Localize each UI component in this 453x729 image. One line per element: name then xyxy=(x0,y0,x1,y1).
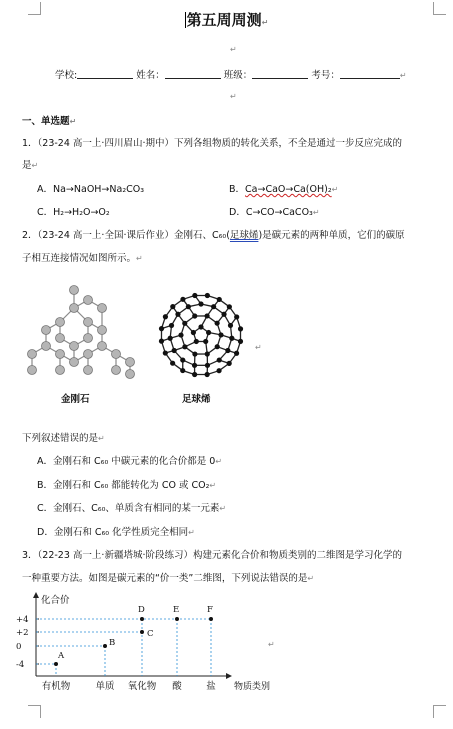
data-point-b xyxy=(103,644,107,648)
fullerene-atom xyxy=(192,372,197,377)
fullerene-atom xyxy=(194,339,199,344)
q2-option-c[interactable]: C．金刚石、C₆₀、单质含有相同的某一元素↵ xyxy=(37,503,227,514)
fullerene-atom xyxy=(218,332,223,337)
diamond-label: 金刚石 xyxy=(61,394,90,405)
q1-option-c[interactable]: C．H₂→H₂O→O₂ xyxy=(37,207,110,218)
x-tick-label: 氧化物 xyxy=(127,681,157,692)
fullerene-atom xyxy=(211,304,216,309)
fullerene-atom xyxy=(205,363,210,368)
q1-option-b[interactable]: B．Ca→CaO→Ca(OH)₂↵ xyxy=(229,184,339,195)
fullerene-atom xyxy=(170,361,175,366)
fullerene-atom xyxy=(229,336,234,341)
data-point-f xyxy=(209,617,213,621)
q3-stem-line1[interactable]: 3．（22-23 高一上·新疆塔城·阶段练习）构建元素化合价和物质类别的二维图是学习化学的 xyxy=(22,550,402,561)
fullerene-atom xyxy=(215,344,220,349)
fullerene-atom xyxy=(216,368,221,373)
fullerene-atom xyxy=(205,293,210,298)
fullerene-atom xyxy=(206,330,211,335)
fullerene-atom xyxy=(205,351,210,356)
document-title[interactable]: 第五周周测↵ xyxy=(186,11,269,29)
fullerene-atom xyxy=(186,304,191,309)
q2-question[interactable]: 下列叙述错误的是↵ xyxy=(22,433,105,444)
data-point-label: F xyxy=(207,605,213,615)
name-blank[interactable] xyxy=(165,68,221,79)
fullerene-atom xyxy=(192,313,197,318)
fullerene-atom xyxy=(180,297,185,302)
y-axis-arrow xyxy=(33,592,39,598)
fullerene-atom xyxy=(217,357,222,362)
diamond-structure-figure xyxy=(22,280,144,384)
fullerene-atom xyxy=(163,350,168,355)
x-tick-label: 酸 xyxy=(172,681,182,692)
fullerene-atom xyxy=(175,312,180,317)
fullerene-atom xyxy=(227,304,232,309)
exam-no-blank[interactable] xyxy=(340,68,400,79)
fullerene-atom xyxy=(234,314,239,319)
fullerene-atom xyxy=(168,336,173,341)
fullerene-atom xyxy=(225,348,230,353)
section-heading: 一、单选题↵ xyxy=(22,116,77,127)
q2-stem-line2[interactable]: 子相互连接情况如图所示。↵ xyxy=(22,253,143,264)
data-point-label: B xyxy=(109,638,116,648)
q1-option-d[interactable]: D．C→CO→CaCO₃↵ xyxy=(229,207,320,218)
paragraph-mark: ↵ xyxy=(255,343,262,352)
x-tick-label: 单质 xyxy=(95,681,115,692)
fullerene-atom xyxy=(191,330,196,335)
fullerene-atom xyxy=(238,339,243,344)
q2-option-b[interactable]: B．金刚石和 C₆₀ 都能转化为 CO 或 CO₂↵ xyxy=(37,480,217,491)
y-axis-label: 化合价 xyxy=(41,595,70,606)
fullerene-atom xyxy=(182,344,187,349)
fullerene-atom xyxy=(192,363,197,368)
x-axis-arrow xyxy=(226,673,232,679)
fullerene-atom xyxy=(205,372,210,377)
fullerene-atom xyxy=(178,332,183,337)
y-tick-label: +4 xyxy=(16,615,29,625)
fullerene-atom xyxy=(170,304,175,309)
fullerene-cage xyxy=(159,293,243,377)
fullerene-atom xyxy=(215,321,220,326)
fullerene-atom xyxy=(205,313,210,318)
crop-mark-bottom-left xyxy=(28,705,41,718)
paragraph-mark: ↵ xyxy=(268,640,275,649)
fullerene-atom xyxy=(203,339,208,344)
fullerene-atom xyxy=(182,321,187,326)
data-point-e xyxy=(175,617,179,621)
x-tick-label: 盐 xyxy=(206,681,216,692)
data-point-label: E xyxy=(173,605,180,615)
student-info-line[interactable]: 学校: 姓名： 班级： 考号： ↵ xyxy=(55,70,407,81)
fullerene-atom xyxy=(198,301,203,306)
q2-option-a[interactable]: A．金刚石和 C₆₀ 中碳元素的化合价都是 0↵ xyxy=(37,456,223,467)
q3-stem-line2[interactable]: 一种重要方法。如图是碳元素的“价一类”二维图，下列说法错误的是↵ xyxy=(22,573,315,584)
fullerene-atom xyxy=(238,326,243,331)
q2-option-d[interactable]: D．金刚石和 C₆₀ 化学性质完全相同↵ xyxy=(37,527,195,538)
fullerene-atom xyxy=(192,293,197,298)
fullerene-atom xyxy=(227,361,232,366)
fullerene-atom xyxy=(159,326,164,331)
paragraph-mark: ↵ xyxy=(261,18,269,27)
x-axis-label: 物质类别 xyxy=(234,682,271,692)
fullerene-atom xyxy=(228,323,233,328)
paragraph-mark: ↵ xyxy=(230,45,237,54)
fullerene-atom xyxy=(234,351,239,356)
y-tick-label: +2 xyxy=(16,628,29,638)
data-point-c xyxy=(140,630,144,634)
y-tick-label: -4 xyxy=(16,660,25,670)
fullerene-atom xyxy=(180,368,185,373)
fullerene-atom xyxy=(198,324,203,329)
q2-stem-line1[interactable]: 2．（23-24 高一上·全国·课后作业）金刚石、C₆₀(足球烯)是碳元素的两种单质，它们的碳原 xyxy=(22,230,405,241)
q1-stem-line1[interactable]: 1．（23-24 高一上·四川眉山·期中）下列各组物质的转化关系，不全是通过一步反应完成的 xyxy=(22,138,402,149)
fullerene-figure xyxy=(156,290,246,380)
data-point-label: D xyxy=(138,605,145,615)
fullerene-label: 足球烯 xyxy=(182,394,211,405)
valence-class-chart xyxy=(14,590,284,692)
fullerene-atom xyxy=(172,348,177,353)
school-blank[interactable] xyxy=(77,68,133,79)
data-point-label: A xyxy=(58,651,65,661)
text-cursor xyxy=(185,12,186,28)
fullerene-atom xyxy=(180,357,185,362)
crop-mark-bottom-right xyxy=(433,705,446,718)
data-point-d xyxy=(140,617,144,621)
diamond-atoms xyxy=(28,286,135,379)
fullerene-atom xyxy=(163,314,168,319)
x-tick-label: 有机物 xyxy=(41,681,71,692)
fullerene-atom xyxy=(221,312,226,317)
data-point-a xyxy=(54,662,58,666)
class-blank[interactable] xyxy=(252,68,308,79)
q1-stem-line2[interactable]: 是↵ xyxy=(22,160,39,171)
fullerene-atom xyxy=(169,323,174,328)
y-tick-label: 0 xyxy=(16,642,22,652)
paragraph-mark: ↵ xyxy=(230,92,237,101)
fullerene-atom xyxy=(192,351,197,356)
fullerene-atom xyxy=(217,297,222,302)
q1-option-a[interactable]: A．Na→NaOH→Na₂CO₃ xyxy=(37,184,145,195)
fullerene-atom xyxy=(159,339,164,344)
data-point-label: C xyxy=(147,629,154,639)
